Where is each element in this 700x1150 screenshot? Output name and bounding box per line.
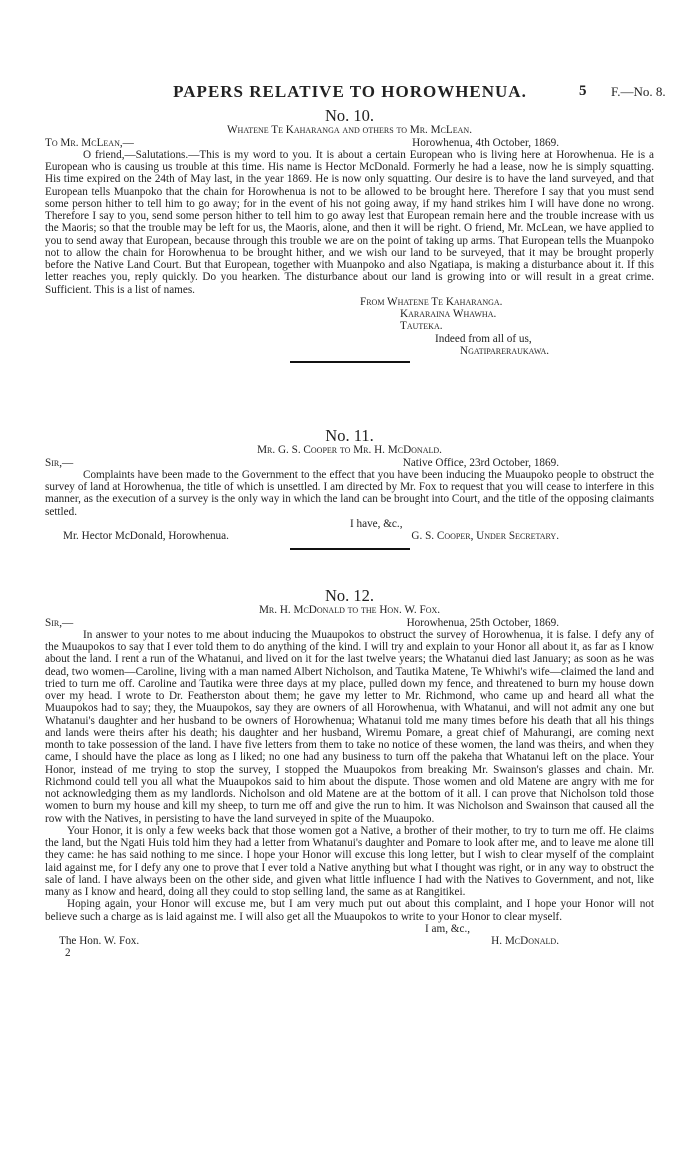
letter-11-place-date: Native Office, 23rd October, 1869.: [402, 456, 559, 469]
letter-11-signature: G. S. Cooper, Under Secretary.: [411, 530, 559, 542]
letter-10-body: O friend,—Salutations.—This is my word to you. It is about a certain European who is living here at Horowhenua. He is a European who is causing us trouble at this time. His name is Hector McDonald. Formerly he had a lease, now he is simply squatting. His time expired on the 24th of May last, in the year 1869. He is now only squatting. Our desire is to have the land surveyed, and that European tells Muanpoko that the chain for Horowhenua is not to be allowed to be brought here. Therefore I say that you must send some person hither to tell him to go away; for in the event of his not going away, if my hand strikes him I will have done no wrong. Therefore I say to you, send some person hither to tell him to go away lest that European remain here and the trouble increase with us the Maoris; so that the trouble may be left for us, the Maoris, alone, and then it will be right. O friend, Mr. McLean, we have applied to you to send away that European, because through this trouble we are on the point of taking up arms. That European tells the Muanpoko not to allow the chain for Horowhenua to be brought hither, and we wish our land to be surveyed, that it may be brought properly before the Native Land Court. But that European, together with Muanpoko and also Ngatiapa, is making a disturbance about it. If this letter reaches you, reply quickly. Do you hearken. The disturbance about our land is growing into or will result in a great crime. Sufficient. This is a list of names.: [45, 148, 654, 296]
letter-11: [45, 426, 654, 554]
letter-12-signature: H. McDonald.: [491, 935, 559, 947]
page-number: 5: [579, 83, 587, 99]
letter-11-subtitle: Mr. G. S. Cooper to Mr. H. McDonald.: [257, 444, 442, 457]
letter-10-subtitle: Whatene Te Kaharanga and others to Mr. McLean.: [226, 124, 473, 137]
letter-10-signatories: [360, 296, 654, 357]
letter-12: [45, 586, 654, 960]
letter-12-signature-row: [45, 935, 654, 947]
letter-11-address-row: [45, 457, 654, 469]
letter-10-address-row: [45, 137, 654, 149]
page-title: PAPERS RELATIVE TO HOROWHENUA.: [173, 82, 527, 101]
letter-10-to: To Mr. McLean,—: [45, 136, 134, 149]
letter-12-salutation: Sir,—: [45, 616, 74, 629]
letter-12-paragraph: Hoping again, your Honor will excuse me, but I am very much put out about this complaint, and I hope your Honor will not believe such a charge as is laid against me. I will also get all the Muaupokos to write to your Honor to clear myself.: [45, 898, 654, 923]
letter-12-paragraph: In answer to your notes to me about inducing the Muaupokos to obstruct the survey of Horowhenua, it is false. I defy any of the Muaupokos to say that I ever told them to do anything of the kind. I will try and explain to your Honor all about it, as far as I know about the land. I rent a run of the Whatanui, and lived on it for the last twelve years; the Whatanui died last January; as soon as he was dead, two women—Caroline, living with a man named Albert Nicholson, and Tautika Matene, Te Whiwhi's wife—claimed the land and tried to turn me off. Caroline and Tautika were three days at my place, pulled down my fence, and threatened to burn my house down over my head. I wrote to Dr. Featherston about them; he gave my letter to Mr. Richmond, who came up and heard all what the Muaupokos had to say; they, the Muaupokos, say they are owners of all Horowhenua, with Whatanui, and will not admit any one but Whatanui's daughter and her husband to be owners of Horowhenua; Whatanui told me many times before his death that all his things and lands were theirs after his death; his daughter and her husband, Wiremu Pomare, a great chief of Mahurangi, are coming next month to take possession of the land. I have five letters from them to take no notice of these women, the land was theirs, and when they came, I should have the place as long as I liked; no one had any business to turn off the pakeha that Whatanui left on the place. Your Honor, instead of me trying to stop the survey, I stopped the Muaupokos from breaking Mr. Swainson's glasses and chain. Mr. Richmond could tell you all what the Muaupokos said to him about the dispute. Those women and old Matene are angry with me for not acknowledging them as my landlords. Nicholson and old Matene are at the bottom of it all. I can prove that Nicholson told those women to burn my house and kill my sheep, to turn me off and give the run to him. It was Nicholson and Swainson that caused all the row with the Natives, in persisting to have the land surveyed in spite of the Muaupoko.: [45, 628, 654, 825]
letter-10-name: Kararaina Whawha.: [400, 308, 497, 320]
letter-11-number: No. 11.: [325, 426, 374, 445]
letter-12-place-date: Horowhenua, 25th October, 1869.: [406, 616, 559, 629]
footer-signature-number: 2: [65, 947, 71, 960]
letter-10-name: Tauteka.: [400, 320, 443, 333]
letter-11-addressee: Mr. Hector McDonald, Horowhenua.: [63, 530, 229, 542]
letter-12-closing: I am, &c.,: [425, 922, 471, 935]
letter-12-paragraph: Your Honor, it is only a few weeks back that those women got a Native, a brother of their mother, to try to turn me off. He claims the land, but the Ngati Huis told him they had a letter from Whatanui's daughter and Pomare to look after me, and to leave me alone till they came: he has said nothing to me since. I hope your Honor will excuse this long letter, but I wish to clear myself of the complaint laid against me, for I defy any one to prove that I ever told a Native anything but what I thought was right, or in any way to obstruct the sale of land. I have always been on the other side, and given what little influence I had with the Natives to Government, and not, like many as I know and heard, doing all they could to stop selling land, the same as at Rangitikei.: [45, 824, 654, 898]
page-header: [0, 82, 700, 104]
letter-11-signature-row: [45, 530, 654, 542]
letter-10-place-date: Horowhenua, 4th October, 1869.: [412, 136, 559, 149]
letter-12-address-row: [45, 617, 654, 629]
letter-12-subtitle: Mr. H. McDonald to the Hon. W. Fox.: [258, 604, 441, 617]
section-divider: [290, 548, 410, 550]
letter-10-from: From Whatene Te Kaharanga.: [360, 295, 503, 308]
letter-10: [45, 106, 654, 367]
letter-11-body: Complaints have been made to the Government to the effect that you have been inducing the Muaupoko people to obstruct the survey of land at Horowhenua, the title of which is unsettled. I am directed by Mr. Fox to request that you will cease to interfere in this manner, as the execution of a survey is the only way in which the land can be brought into Court, and the title of the opposing claimants settled.: [45, 468, 654, 518]
letter-12-number: No. 12.: [324, 586, 375, 605]
letter-10-tribe: Ngatipareraukawa.: [460, 344, 550, 357]
letter-12-addressee: The Hon. W. Fox.: [59, 935, 140, 947]
letter-11-salutation: Sir,—: [45, 456, 74, 469]
letter-10-closing: Indeed from all of us,: [435, 332, 532, 345]
letter-10-number: No. 10.: [324, 106, 375, 125]
letter-11-closing: I have, &c.,: [350, 517, 403, 530]
section-divider: [290, 361, 410, 363]
paper-reference: F.—No. 8.: [611, 84, 666, 99]
